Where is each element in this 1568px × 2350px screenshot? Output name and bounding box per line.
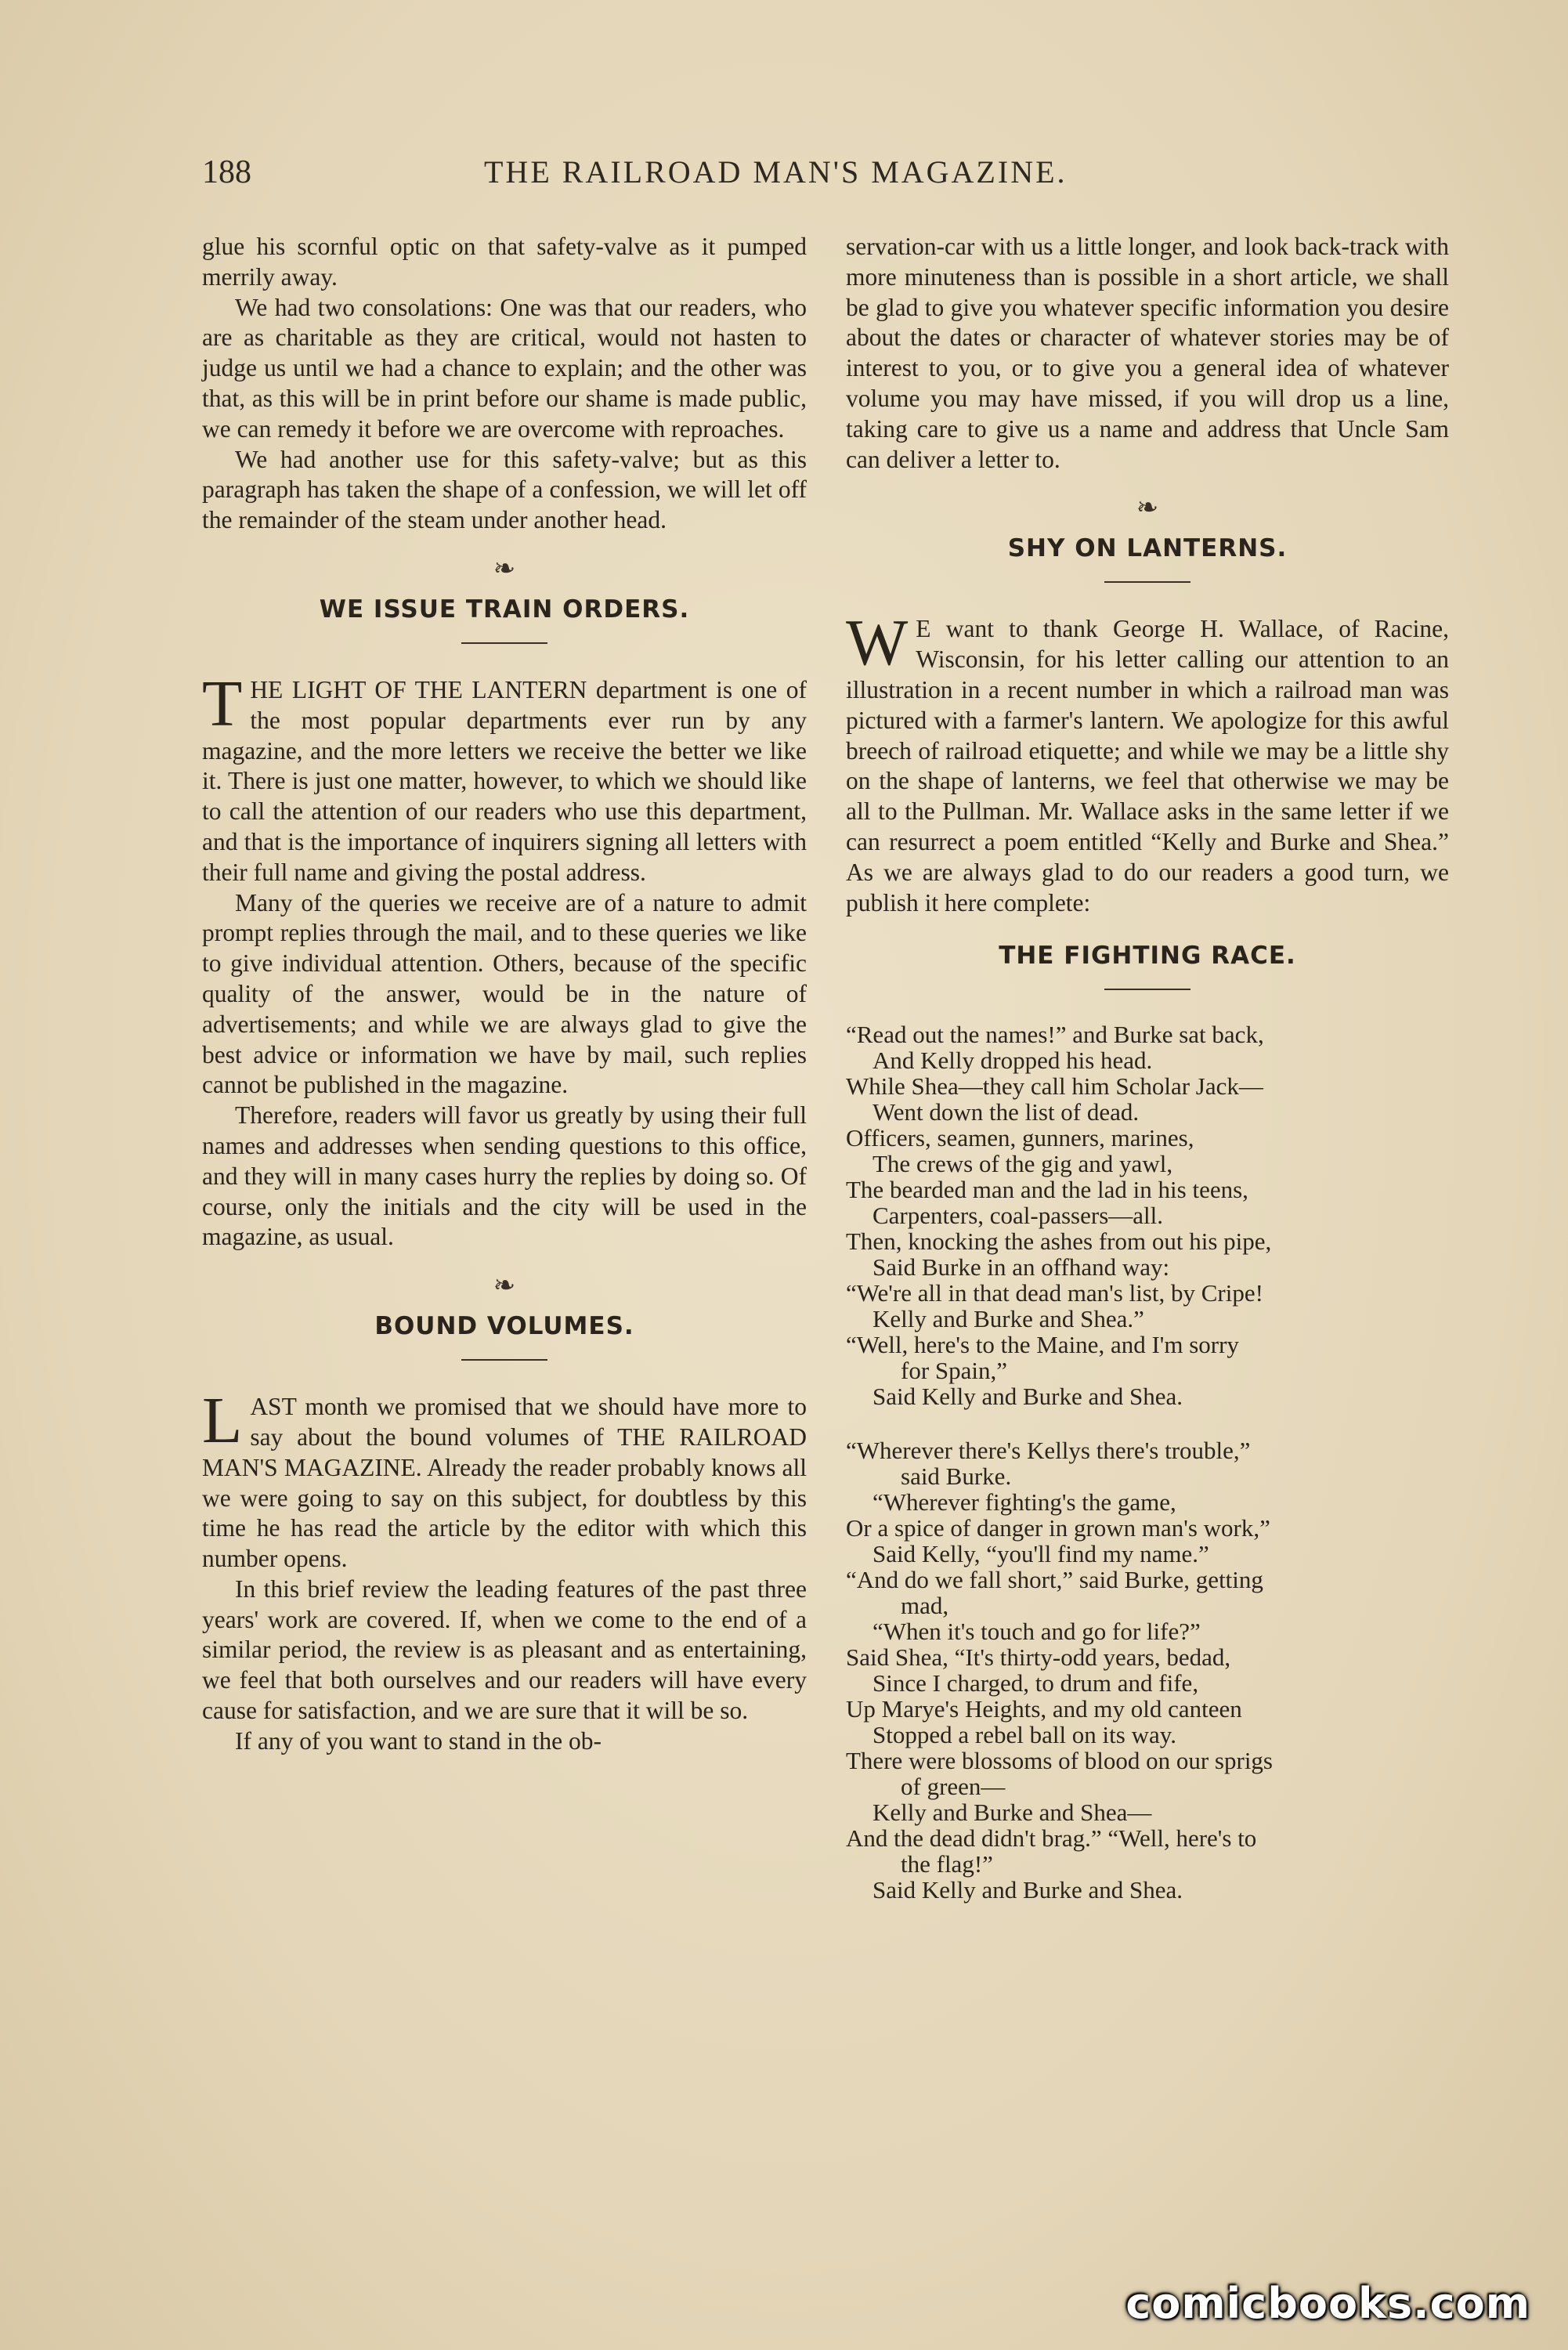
poem-line: Said Burke in an offhand way:: [873, 1253, 1170, 1282]
running-title: THE RAILROAD MAN'S MAGAZINE.: [484, 154, 1068, 190]
paragraph: Therefore, readers will favor us greatly by using their full names and addresses when sending questions to this office, and they will in many cases hurry the replies by doing so. Of course, only the initials and the city will be used in the magazine, as usual.: [202, 1101, 807, 1251]
poem-line: “Wherever there's Kellys there's trouble,”: [846, 1437, 1251, 1465]
poem-line: of green—: [901, 1773, 1006, 1801]
watermark-logo: comicbooks.com: [1125, 2279, 1530, 2328]
paragraph: servation-car with us a little longer, and look back-track with more minuteness than is possible in a short article, we shall be glad to give you whatever specific information you desire about the dates or character of whatever stories may be of interest to you, or to give you a general idea of whatever volume you may have missed, if you will drop us a line, taking care to give us a name and address that Uncle Sam can deliver a letter to.: [846, 233, 1449, 473]
page-header: [202, 154, 1189, 201]
heading-rule: [461, 642, 547, 644]
paragraph: In this brief review the leading features of the past three years' work are covered. If, when we come to the end of a similar period, the review is as pleasant and as entertaining, we feel that both ourselves and our readers will have every cause for satisfaction, and we are sure that it will be so.: [202, 1574, 807, 1725]
heading-rule: [1104, 581, 1190, 583]
drop-cap: W: [846, 606, 909, 680]
fleuron-ornament-icon: ❧: [1136, 494, 1159, 523]
poem-line: Up Marye's Heights, and my old canteen: [846, 1695, 1242, 1723]
paragraph: We had another use for this safety-valve; but as this paragraph has taken the shape of a confession, we will let off the remainder of the steam under another head.: [202, 445, 807, 534]
poem-line: “Wherever fighting's the game,: [873, 1488, 1176, 1517]
poem-line: Kelly and Burke and Shea.”: [873, 1305, 1144, 1333]
paragraph: LAST month we promised that we should have more to say about the bound volumes of THE RAILROAD MAN'S MAGAZINE. Already the reader probably knows all we were going to say on this subject, for doubtless by this time he has read the article by the editor with which this number opens.: [202, 1384, 807, 1573]
poem-line: There were blossoms of blood on our sprigs: [846, 1747, 1273, 1775]
poem-line: Said Kelly and Burke and Shea.: [873, 1383, 1183, 1411]
left-column: [202, 232, 807, 1757]
poem-line: for Spain,”: [901, 1357, 1008, 1385]
poem-line: “Read out the names!” and Burke sat back,: [846, 1021, 1264, 1049]
poem-line: Or a spice of danger in grown man's work,”: [846, 1514, 1270, 1542]
poem-line: Stopped a rebel ball on its way.: [873, 1721, 1176, 1749]
poem-line: And the dead didn't brag.” “Well, here's to: [846, 1824, 1257, 1853]
poem-line: the flag!”: [901, 1850, 993, 1878]
poem-line: Then, knocking the ashes from out his pipe,: [846, 1227, 1272, 1256]
poem-line: Said Kelly, “you'll find my name.”: [873, 1540, 1209, 1568]
poem: [846, 1021, 1449, 1903]
section-heading-train-orders: WE ISSUE TRAIN ORDERS.: [319, 595, 690, 624]
poem-line: And Kelly dropped his head.: [873, 1047, 1153, 1075]
heading-rule: [1104, 989, 1190, 990]
drop-cap: T: [202, 667, 243, 740]
paragraph: W E want to thank George H. Wallace, of Racine, Wisconsin, for his letter calling our attention to an illustration in a recent number in which a railroad man was pictured with a farmer's lantern. We apologize for this awful breech of railroad etiquette; and while we may be a little shy on the shape of lanterns, we feel that otherwise we may be all to the Pullman. Mr. Wallace asks in the same letter if we can resurrect a poem entitled “Kelly and Burke and Shea.” As we are always glad to do our readers a good turn, we publish it here complete:: [846, 606, 1449, 916]
drop-cap: L: [202, 1384, 243, 1458]
poem-line: Went down the list of dead.: [873, 1098, 1140, 1126]
paragraph: THE LIGHT OF THE LANTERN department is one of the most popular departments ever run by any magazine, and the more letters we receive the better we like it. There is just one matter, however, to which we should like to call the attention of our readers who use this department, and that is the importance of inquirers signing all letters with their full name and giving the postal address.: [202, 667, 807, 886]
section-heading-bound-volumes: BOUND VOLUMES.: [374, 1312, 634, 1341]
poem-line: “And do we fall short,” said Burke, getting: [846, 1566, 1263, 1594]
poem-line: While Shea—they call him Scholar Jack—: [846, 1072, 1263, 1101]
right-column: [846, 232, 1449, 1903]
paragraph: If any of you want to stand in the ob-: [235, 1726, 602, 1755]
poem-line: Said Shea, “It's thirty-odd years, bedad,: [846, 1643, 1231, 1672]
poem-line: Carpenters, coal-passers—all.: [873, 1202, 1164, 1230]
poem-line: Since I charged, to drum and fife,: [873, 1669, 1199, 1697]
poem-line: The bearded man and the lad in his teens,: [846, 1176, 1248, 1204]
poem-line: The crews of the gig and yawl,: [873, 1150, 1173, 1178]
poem-line: said Burke.: [901, 1462, 1012, 1491]
stanza-break: [846, 1409, 1449, 1437]
section-heading-shy-on-lanterns: SHY ON LANTERNS.: [1007, 534, 1288, 563]
poem-line: “We're all in that dead man's list, by Cripe!: [846, 1279, 1263, 1307]
poem-line: Kelly and Burke and Shea—: [873, 1799, 1152, 1827]
poem-title: THE FIGHTING RACE.: [999, 942, 1296, 971]
poem-line: “Well, here's to the Maine, and I'm sorry: [846, 1331, 1239, 1359]
page-number: 188: [202, 154, 251, 190]
heading-rule: [461, 1359, 547, 1361]
poem-line: “When it's touch and go for life?”: [873, 1618, 1201, 1646]
paragraph: We had two consolations: One was that our readers, who are as charitable as they are critical, would not hasten to judge us until we had a chance to explain; and the other was that, as this will be in print before our shame is made public, we can remedy it before we are overcome with reproaches.: [202, 293, 807, 443]
poem-line: mad,: [901, 1592, 949, 1620]
poem-line: Officers, seamen, gunners, marines,: [846, 1124, 1194, 1152]
paragraph: Many of the queries we receive are of a nature to admit prompt replies through the mail, and to these queries we like to give individual attention. Others, because of the specific quality of the answer, would be in the nature of advertisements; and while we are always glad to give the best advice or information we have by mail, such replies cannot be published in the magazine.: [202, 888, 807, 1099]
paragraph: glue his scornful optic on that safety-valve as it pumped merrily away.: [202, 233, 807, 291]
poem-line: Said Kelly and Burke and Shea.: [873, 1876, 1183, 1904]
fleuron-ornament-icon: ❧: [493, 1271, 516, 1301]
fleuron-ornament-icon: ❧: [493, 554, 516, 584]
